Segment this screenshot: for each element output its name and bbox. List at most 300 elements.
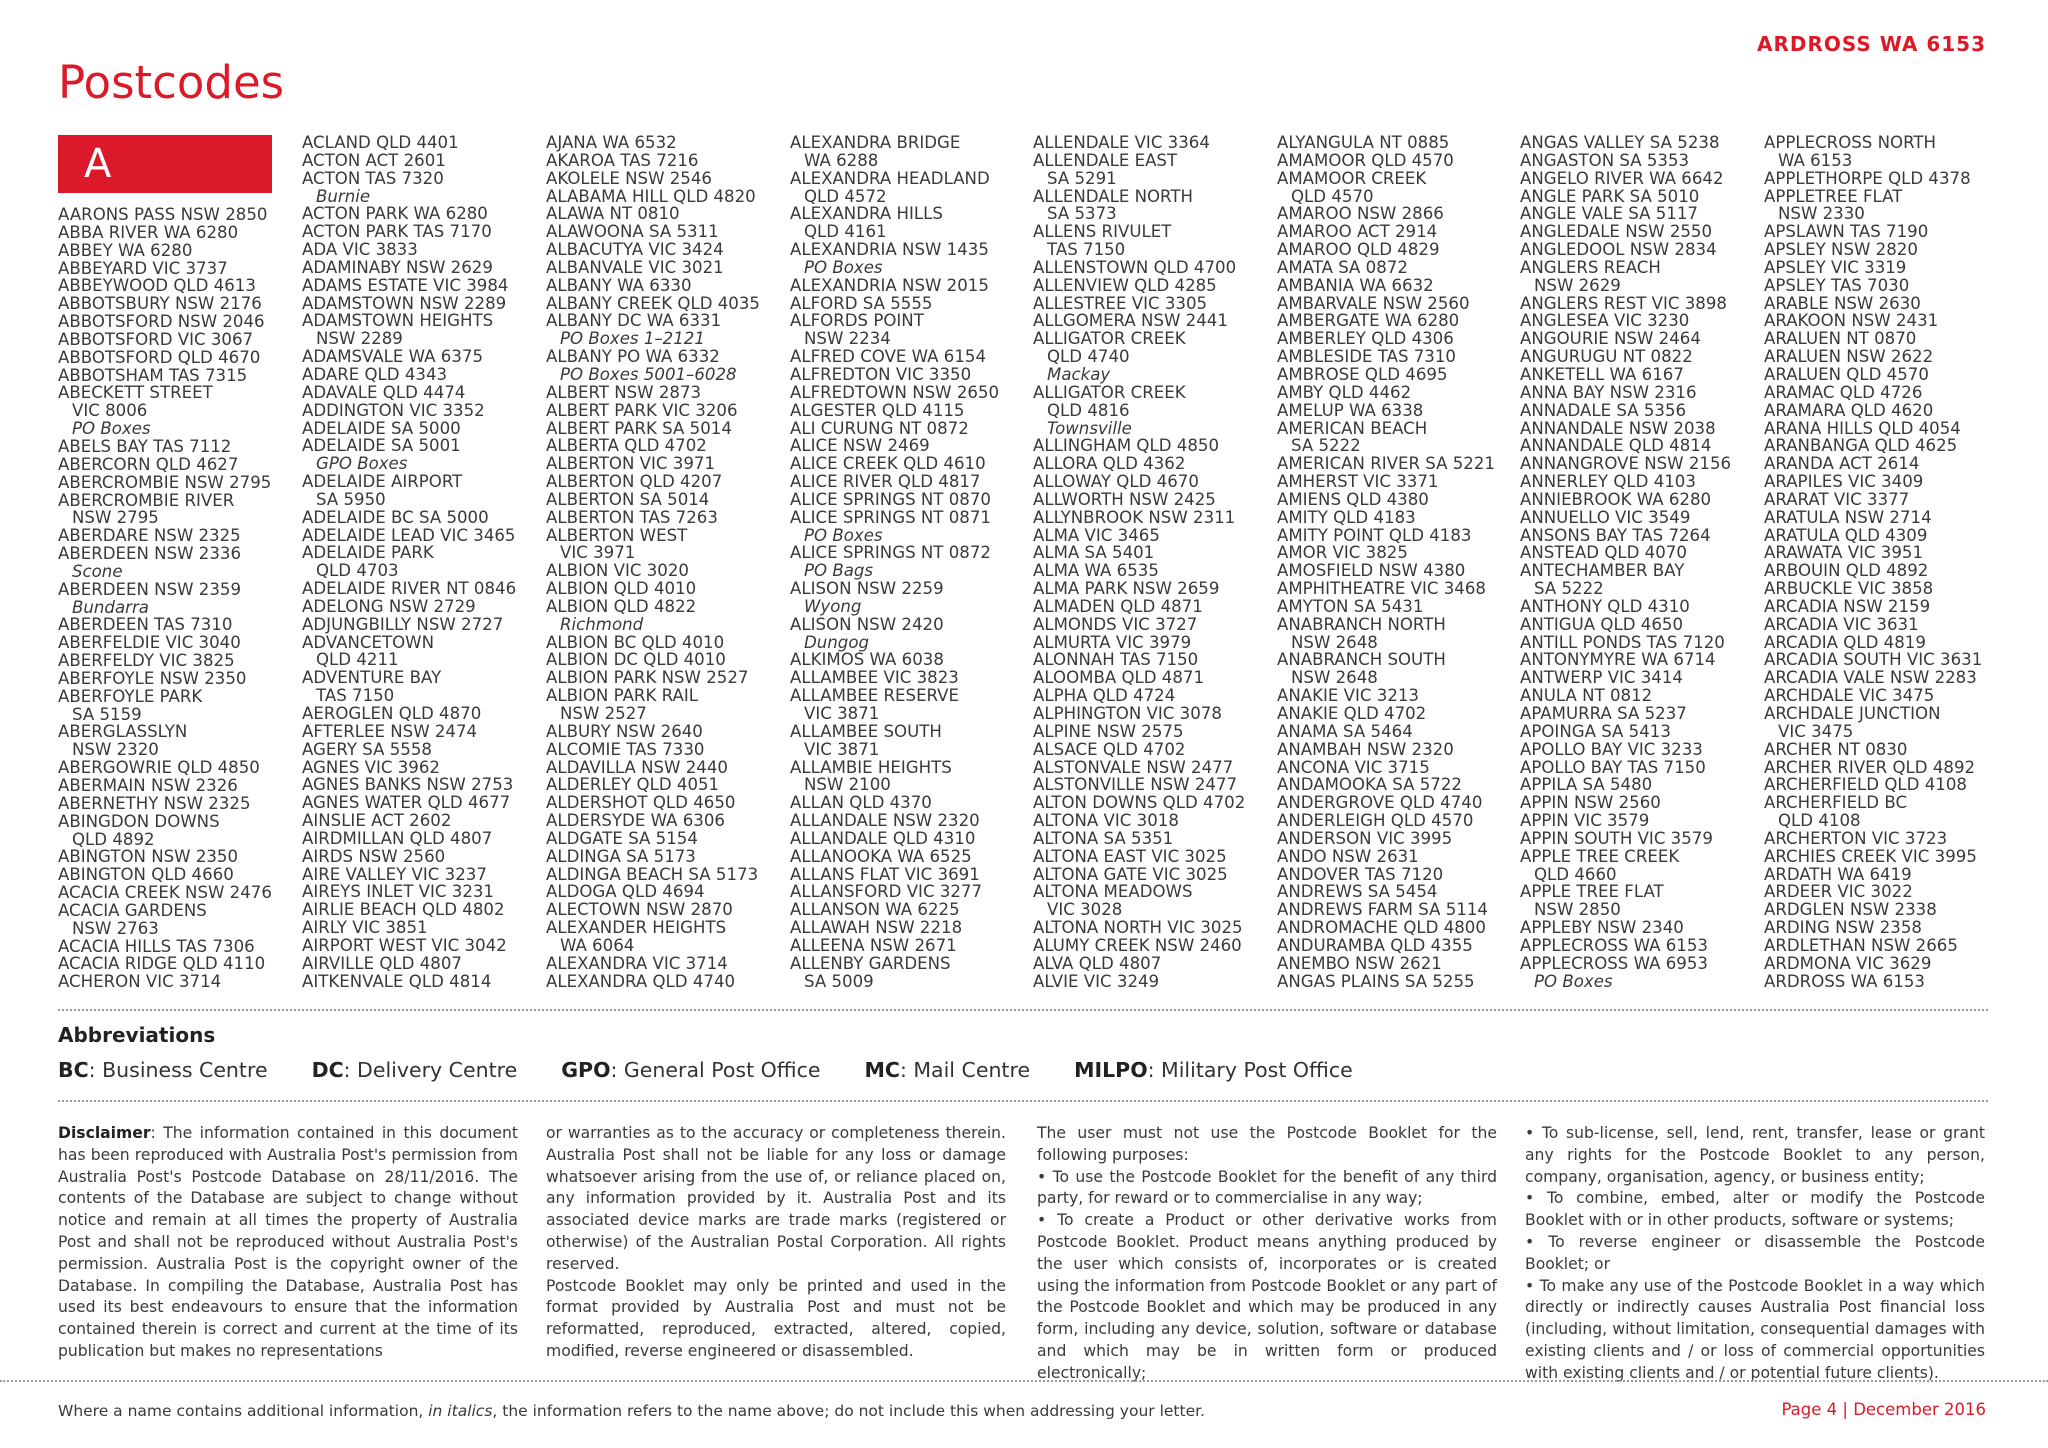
- postcode-entry: ALICE NSW 2469: [790, 436, 930, 456]
- postcode-entry: AMELUP WA 6338: [1277, 400, 1424, 420]
- disclaimer-paragraph: • To create a Product or other derivative works from Postcode Booklet. Product means anything produced by the user which consists of, incorporates or is created using the information from Postcode Booklet or any part of the Postcode Booklet and which may be produced in any form, including any device, solution, software or database and which may be in written form or produced electronically;: [1037, 1211, 1497, 1382]
- postcode-entry: ALDERLEY QLD 4051: [546, 775, 720, 795]
- postcode-entry: APSLAWN TAS 7190: [1764, 222, 1929, 242]
- postcode-entry: ARCADIA VIC 3631: [1764, 614, 1919, 634]
- postcode-entry: ALBANY CREEK QLD 4035: [546, 293, 760, 313]
- postcode-entry: ALPHINGTON VIC 3078: [1033, 704, 1222, 723]
- divider-middle: [58, 1100, 1988, 1102]
- postcode-entry: ADELAIDE BC SA 5000: [302, 507, 489, 527]
- disclaimer-column-1: [58, 1123, 518, 1363]
- postcode-entry: APPLEBY NSW 2340: [1520, 918, 1684, 938]
- postcode-entry: AMAROO QLD 4829: [1277, 240, 1440, 260]
- abbreviation-item: [312, 1058, 518, 1082]
- postcode-entry: AMOSFIELD NSW 4380: [1277, 561, 1466, 581]
- postcode-entry: AKAROA TAS 7216: [546, 150, 699, 170]
- abbreviation-code: GPO: [561, 1058, 611, 1082]
- postcode-entry: AIRDS NSW 2560: [302, 846, 446, 866]
- divider-top: [58, 1009, 1988, 1011]
- postcode-entry: ALBANY WA 6330: [546, 275, 692, 295]
- postcode-entry: ALBION QLD 4822: [546, 596, 697, 616]
- postcode-entry: APPLETHORPE QLD 4378: [1764, 168, 1971, 188]
- postcode-entry: SA 5222: [1291, 436, 1361, 456]
- postcode-entry: NSW 2763: [72, 918, 159, 938]
- postcode-entry: VIC 8006: [72, 401, 148, 421]
- postcode-entry: ALDINGA SA 5173: [546, 846, 696, 866]
- postcode-entry: AGNES WATER QLD 4677: [302, 793, 511, 813]
- section-letter-box: A: [58, 135, 272, 193]
- postcode-entry: AMAROO NSW 2866: [1277, 204, 1444, 224]
- postcode-entry: AARONS PASS NSW 2850: [58, 205, 268, 224]
- postcode-entry: ADAMSTOWN NSW 2289: [302, 293, 507, 313]
- postcode-entry: ANTIGUA QLD 4650: [1520, 614, 1684, 634]
- postcode-entry: AIREYS INLET VIC 3231: [302, 882, 494, 902]
- postcode-entry: ALSACE QLD 4702: [1033, 739, 1186, 759]
- abbreviations-row: [58, 1058, 1397, 1082]
- postcode-entry: ALMA PARK NSW 2659: [1033, 579, 1220, 599]
- postcode-entry: ABERCORN QLD 4627: [58, 454, 239, 474]
- postcode-entry: ARAWATA VIC 3951: [1764, 543, 1924, 563]
- disclaimer-text-2a: or warranties as to the accuracy or completeness therein. Australia Post shall not be liable for any loss or damage whatsoever arising from the use of, or reliance placed on, any information provided by it. Australia Post and its associated device marks are trade marks (registered or otherwise) of the Australian Postal Corporation. All rights reserved.: [546, 1124, 1006, 1273]
- postcode-entry: ANGELO RIVER WA 6642: [1520, 168, 1724, 188]
- postcode-column-7: [1520, 134, 1756, 991]
- locality-note: PO Boxes 5001–6028: [560, 364, 737, 384]
- postcode-entry: ALICE SPRINGS NT 0870: [790, 489, 991, 509]
- postcode-entry: ANAMA SA 5464: [1277, 721, 1413, 741]
- postcode-entry: ABBOTSFORD NSW 2046: [58, 312, 265, 332]
- postcode-entry: ANGLERS REACH: [1520, 257, 1661, 277]
- postcode-entry: AJANA WA 6532: [546, 133, 677, 152]
- postcode-entry: ALI CURUNG NT 0872: [790, 418, 969, 438]
- postcode-entry: AGERY SA 5558: [302, 739, 432, 759]
- postcode-entry: AMOR VIC 3825: [1277, 543, 1408, 563]
- postcode-entry: ALLANOOKA WA 6525: [790, 846, 972, 866]
- postcode-entry: ADAMSVALE WA 6375: [302, 347, 484, 367]
- postcode-entry: AMBLESIDE TAS 7310: [1277, 347, 1456, 367]
- postcode-entry: ALISON NSW 2259: [790, 579, 944, 599]
- postcode-entry: ANNUELLO VIC 3549: [1520, 507, 1691, 527]
- abbreviation-code: MILPO: [1074, 1058, 1148, 1082]
- postcode-entry: APSLEY VIC 3319: [1764, 257, 1907, 277]
- postcode-entry: AIRLIE BEACH QLD 4802: [302, 900, 505, 920]
- postcode-entry: VIC 3971: [560, 543, 636, 563]
- postcode-entry: SA 5950: [316, 489, 386, 509]
- postcode-entry: ALLINGHAM QLD 4850: [1033, 436, 1220, 456]
- postcode-entry: VIC 3871: [804, 739, 880, 759]
- postcode-entry: ALLANSFORD VIC 3277: [790, 882, 983, 902]
- postcode-entry: ACACIA HILLS TAS 7306: [58, 936, 255, 956]
- postcode-entry: ALAWA NT 0810: [546, 204, 680, 224]
- postcode-entry: ALPINE NSW 2575: [1033, 721, 1184, 741]
- postcode-column-6: [1277, 134, 1513, 991]
- postcode-entry: ALLANSON WA 6225: [790, 900, 960, 920]
- postcode-entry: WA 6153: [1778, 150, 1853, 170]
- locality-note: PO Boxes: [804, 257, 883, 277]
- postcode-entry: ANAKIE QLD 4702: [1277, 704, 1427, 723]
- postcode-entry: APOLLO BAY TAS 7150: [1520, 757, 1706, 777]
- postcode-entry: ABERFELDIE VIC 3040: [58, 633, 241, 653]
- locality-note: Burnie: [316, 186, 371, 206]
- postcode-entry: APPLE TREE FLAT: [1520, 882, 1664, 902]
- postcode-entry: ARCHERTON VIC 3723: [1764, 828, 1948, 848]
- postcode-entry: QLD 4572: [804, 186, 887, 206]
- postcode-entry: TAS 7150: [316, 686, 395, 706]
- postcode-entry: ARCHERFIELD BC: [1764, 793, 1908, 813]
- postcode-entry: ADAMS ESTATE VIC 3984: [302, 275, 509, 295]
- abbreviation-item: [864, 1058, 1030, 1082]
- postcode-entry: ALLWORTH NSW 2425: [1033, 489, 1216, 509]
- postcode-entry: ALPHA QLD 4724: [1033, 686, 1176, 706]
- postcode-entry: ANGLE VALE SA 5117: [1520, 204, 1698, 224]
- postcode-entry: ALBERT NSW 2873: [546, 382, 702, 402]
- postcode-entry: AMYTON SA 5431: [1277, 596, 1424, 616]
- disclaimer-paragraph: • To sub-license, sell, lend, rent, transfer, lease or grant any rights for the Postcode Booklet to any person, company, organisation, agency, or business entity;: [1525, 1124, 1985, 1186]
- postcode-entry: APPLECROSS WA 6153: [1520, 935, 1708, 955]
- postcode-entry: ARDEER VIC 3022: [1764, 882, 1913, 902]
- postcode-entry: ANKETELL WA 6167: [1520, 364, 1684, 384]
- postcode-entry: ARANA HILLS QLD 4054: [1764, 418, 1961, 438]
- postcode-entry: ANGURUGU NT 0822: [1520, 347, 1693, 367]
- postcode-entry: ADELAIDE SA 5001: [302, 436, 461, 456]
- postcode-entry: QLD 4570: [1291, 186, 1374, 206]
- postcode-entry: ABERGOWRIE QLD 4850: [58, 758, 260, 778]
- postcode-entry: ANGAS PLAINS SA 5255: [1277, 971, 1475, 991]
- postcode-entry: ANAKIE VIC 3213: [1277, 686, 1419, 706]
- postcode-column-8: [1764, 134, 2000, 991]
- postcode-entry: QLD 4703: [316, 561, 399, 581]
- postcode-entry: ALLGOMERA NSW 2441: [1033, 311, 1228, 331]
- postcode-entry: ANTECHAMBER BAY: [1520, 561, 1685, 581]
- abbreviation-meaning: : Military Post Office: [1147, 1058, 1353, 1082]
- postcode-entry: ANGOURIE NSW 2464: [1520, 329, 1701, 349]
- postcode-entry: ADJUNGBILLY NSW 2727: [302, 614, 504, 634]
- postcode-entry: ALLENDALE VIC 3364: [1033, 133, 1210, 152]
- disclaimer-column-4: [1525, 1123, 1985, 1385]
- disclaimer-paragraph: • To combine, embed, alter or modify the Postcode Booklet with or in other products, software or systems;: [1525, 1189, 1985, 1230]
- postcode-entry: ARCHDALE JUNCTION: [1764, 704, 1941, 723]
- postcode-entry: ALLEENA NSW 2671: [790, 935, 957, 955]
- postcode-entry: ABERMAIN NSW 2326: [58, 776, 238, 795]
- postcode-entry: ALBERTON VIC 3971: [546, 454, 716, 474]
- disclaimer-text-1: : The information contained in this document has been reproduced with Australia Post's permission from Australia Post's Postcode Database on 28/11/2016. The contents of the Database are subject to change without notice and remain at all times the property of Australia Post and shall not be reproduced without Australia Post's permission. Australia Post is the copyright owner of the Database. In compiling the Database, Australia Post has used its best endeavours to ensure that the information contained therein is correct and current at the time of its publication but makes no representations: [58, 1124, 518, 1360]
- postcode-entry: ALFREDTOWN NSW 2650: [790, 382, 1000, 402]
- postcode-entry: ARDLETHAN NSW 2665: [1764, 935, 1958, 955]
- postcode-entry: ARALUEN NT 0870: [1764, 329, 1917, 349]
- postcode-entry: APPIN VIC 3579: [1520, 811, 1650, 831]
- postcode-entry: NSW 2629: [1534, 275, 1621, 295]
- postcode-entry: AIRVILLE QLD 4807: [302, 953, 462, 973]
- postcode-entry: ABERDEEN NSW 2336: [58, 544, 242, 564]
- postcode-entry: QLD 4211: [316, 650, 399, 670]
- postcode-entry: AITKENVALE QLD 4814: [302, 971, 492, 991]
- postcode-entry: ALLANS FLAT VIC 3691: [790, 864, 980, 884]
- postcode-entry: ABERDARE NSW 2325: [58, 526, 241, 546]
- postcode-entry: VIC 3475: [1778, 721, 1854, 741]
- postcode-entry: ALLENVIEW QLD 4285: [1033, 275, 1217, 295]
- postcode-column-2: [302, 134, 538, 991]
- postcode-entry: ALEXANDRA HEADLAND: [790, 168, 990, 188]
- postcode-entry: NSW 2648: [1291, 632, 1378, 652]
- postcode-entry: ABERGLASSLYN: [58, 722, 188, 742]
- postcode-column-5: [1033, 134, 1269, 991]
- locality-note: Townsville: [1047, 418, 1132, 438]
- postcode-entry: ALICE SPRINGS NT 0871: [790, 507, 991, 527]
- postcode-entry: ARBOUIN QLD 4892: [1764, 561, 1929, 581]
- disclaimer-label: Disclaimer: [58, 1124, 151, 1142]
- locality-note: Scone: [72, 561, 123, 581]
- postcode-entry: ARATULA QLD 4309: [1764, 525, 1928, 545]
- postcode-entry: WA 6064: [560, 935, 635, 955]
- postcode-entry: ANGLERS REST VIC 3898: [1520, 293, 1727, 313]
- postcode-column-3: [546, 134, 782, 991]
- postcode-entry: QLD 4660: [1534, 864, 1617, 884]
- postcode-entry: ALFRED COVE WA 6154: [790, 347, 987, 367]
- postcode-entry: SA 5009: [804, 971, 874, 991]
- postcode-entry: ALTON DOWNS QLD 4702: [1033, 793, 1246, 813]
- postcode-entry: ANGASTON SA 5353: [1520, 150, 1690, 170]
- postcode-entry: AIRPORT WEST VIC 3042: [302, 935, 507, 955]
- postcode-entry: ACACIA RIDGE QLD 4110: [58, 954, 266, 974]
- abbreviation-meaning: : Delivery Centre: [343, 1058, 518, 1082]
- postcode-entry: ALLENDALE NORTH: [1033, 186, 1193, 206]
- postcode-column-4: [790, 134, 1026, 991]
- postcode-entry: ALBERT PARK VIC 3206: [546, 400, 738, 420]
- postcode-entry: TAS 7150: [1047, 240, 1126, 260]
- postcode-entry: ARABLE NSW 2630: [1764, 293, 1921, 313]
- postcode-entry: SA 5222: [1534, 579, 1604, 599]
- postcode-entry: ADVANCETOWN: [302, 632, 434, 652]
- postcode-entry: ABERFOYLE PARK: [58, 686, 203, 706]
- postcode-entry: ABBEYWOOD QLD 4613: [58, 276, 256, 296]
- postcode-entry: AMHERST VIC 3371: [1277, 472, 1439, 492]
- postcode-entry: ALLAN QLD 4370: [790, 793, 932, 813]
- postcode-entry: NSW 2850: [1534, 900, 1621, 920]
- postcode-entry: ARCADIA SOUTH VIC 3631: [1764, 650, 1983, 670]
- postcode-entry: ANULA NT 0812: [1520, 686, 1653, 706]
- disclaimer-paragraph: • To reverse engineer or disassemble the Postcode Booklet; or: [1525, 1232, 1985, 1273]
- postcode-entry: ALLIGATOR CREEK: [1033, 382, 1186, 402]
- postcode-entry: ALBANY DC WA 6331: [546, 311, 722, 331]
- postcode-entry: ANEMBO NSW 2621: [1277, 953, 1442, 973]
- postcode-entry: AMPHITHEATRE VIC 3468: [1277, 579, 1486, 599]
- postcode-entry: SA 5159: [72, 704, 142, 724]
- postcode-entry: ANTHONY QLD 4310: [1520, 596, 1690, 616]
- abbreviation-code: BC: [58, 1058, 89, 1082]
- postcode-entry: ADVENTURE BAY: [302, 668, 442, 688]
- postcode-entry: ANDREWS SA 5454: [1277, 882, 1438, 902]
- postcode-entry: NSW 2100: [804, 775, 891, 795]
- postcode-entry: ALLENS RIVULET: [1033, 222, 1172, 242]
- postcode-entry: ABECKETT STREET: [58, 383, 213, 403]
- postcode-entry: ALBERTA QLD 4702: [546, 436, 707, 456]
- postcode-entry: AMAROO ACT 2914: [1277, 222, 1438, 242]
- postcode-entry: ARCHER NT 0830: [1764, 739, 1908, 759]
- postcode-entry: ALBACUTYA VIC 3424: [546, 240, 724, 260]
- postcode-entry: AMAMOOR CREEK: [1277, 168, 1427, 188]
- postcode-entry: ACHERON VIC 3714: [58, 972, 222, 992]
- postcode-entry: ABBEY WA 6280: [58, 240, 193, 260]
- postcode-entry: ANDAMOOKA SA 5722: [1277, 775, 1462, 795]
- postcode-entry: ABINGTON QLD 4660: [58, 865, 234, 885]
- postcode-entry: ABELS BAY TAS 7112: [58, 436, 232, 456]
- postcode-entry: AFTERLEE NSW 2474: [302, 721, 478, 741]
- abbreviation-item: [561, 1058, 820, 1082]
- postcode-entry: ALISON NSW 2420: [790, 614, 944, 634]
- postcode-entry: ADAMSTOWN HEIGHTS: [302, 311, 494, 331]
- postcode-entry: AMERICAN BEACH: [1277, 418, 1428, 438]
- postcode-entry: ALLENBY GARDENS: [790, 953, 951, 973]
- postcode-entry: AMBY QLD 4462: [1277, 382, 1412, 402]
- postcode-entry: ALOOMBA QLD 4871: [1033, 668, 1205, 688]
- postcode-column-1: [58, 206, 294, 991]
- postcode-entry: ALLOWAY QLD 4670: [1033, 472, 1199, 492]
- postcode-entry: ARAMAC QLD 4726: [1764, 382, 1923, 402]
- postcode-entry: AMITY QLD 4183: [1277, 507, 1416, 527]
- postcode-entry: APPIN SOUTH VIC 3579: [1520, 828, 1713, 848]
- postcode-entry: ADARE QLD 4343: [302, 364, 448, 384]
- postcode-entry: ALLYNBROOK NSW 2311: [1033, 507, 1236, 527]
- postcode-entry: ALLENSTOWN QLD 4700: [1033, 257, 1237, 277]
- postcode-entry: ALMA SA 5401: [1033, 543, 1155, 563]
- postcode-entry: ALBERTON QLD 4207: [546, 472, 723, 492]
- postcode-entry: ALTONA NORTH VIC 3025: [1033, 918, 1243, 938]
- postcode-entry: ALBANVALE VIC 3021: [546, 257, 724, 277]
- postcode-entry: ADELAIDE AIRPORT: [302, 472, 463, 492]
- abbreviations-title: Abbreviations: [58, 1023, 216, 1047]
- postcode-entry: APPLE TREE CREEK: [1520, 846, 1680, 866]
- postcode-entry: ALBERTON SA 5014: [546, 489, 710, 509]
- postcode-entry: APOINGA SA 5413: [1520, 721, 1671, 741]
- postcode-entry: ARARAT VIC 3377: [1764, 489, 1910, 509]
- postcode-entry: QLD 4161: [804, 222, 887, 242]
- postcode-entry: ANDROMACHE QLD 4800: [1277, 918, 1486, 938]
- postcode-entry: ALUMY CREEK NSW 2460: [1033, 935, 1242, 955]
- postcode-entry: ALLORA QLD 4362: [1033, 454, 1186, 474]
- postcode-entry: ALEXANDRA HILLS: [790, 204, 943, 224]
- postcode-entry: SA 5373: [1047, 204, 1117, 224]
- postcode-entry: ABERFELDY VIC 3825: [58, 651, 235, 671]
- postcode-entry: APSLEY NSW 2820: [1764, 240, 1918, 260]
- postcode-entry: AMAMOOR QLD 4570: [1277, 150, 1454, 170]
- postcode-entry: ACTON ACT 2601: [302, 150, 446, 170]
- footer-note: [58, 1402, 1205, 1420]
- postcode-entry: ALLANDALE NSW 2320: [790, 811, 980, 831]
- postcode-entry: ALABAMA HILL QLD 4820: [546, 186, 756, 206]
- postcode-entry: ARANDA ACT 2614: [1764, 454, 1920, 474]
- postcode-entry: ALONNAH TAS 7150: [1033, 650, 1199, 670]
- abbreviation-code: DC: [311, 1058, 344, 1082]
- postcode-entry: ARCADIA VALE NSW 2283: [1764, 668, 1977, 688]
- postcode-entry: AINSLIE ACT 2602: [302, 811, 452, 831]
- postcode-entry: ACTON PARK WA 6280: [302, 204, 488, 224]
- abbreviation-meaning: : Mail Centre: [899, 1058, 1031, 1082]
- postcode-entry: VIC 3871: [804, 704, 880, 723]
- postcode-entry: ADAVALE QLD 4474: [302, 382, 466, 402]
- postcode-entry: ALLIGATOR CREEK: [1033, 329, 1186, 349]
- postcode-entry: NSW 2330: [1778, 204, 1865, 224]
- postcode-entry: SA 5291: [1047, 168, 1117, 188]
- postcode-entry: ALVA QLD 4807: [1033, 953, 1162, 973]
- disclaimer-text-2b: Postcode Booklet may only be printed and used in the format provided by Australia Post and must not be reformatted, reproduced, extracted, altered, copied, modified, reverse engineered or disassembled.: [546, 1276, 1006, 1360]
- postcode-entry: ALTONA GATE VIC 3025: [1033, 864, 1228, 884]
- postcode-entry: QLD 4816: [1047, 400, 1130, 420]
- postcode-entry: ABINGDON DOWNS: [58, 811, 220, 831]
- postcode-entry: ARAPILES VIC 3409: [1764, 472, 1924, 492]
- postcode-entry: ARDROSS WA 6153: [1764, 971, 1925, 991]
- postcode-entry: ABBEYARD VIC 3737: [58, 258, 228, 278]
- postcode-entry: ANDREWS FARM SA 5114: [1277, 900, 1488, 920]
- divider-bottom: [0, 1380, 2048, 1382]
- postcode-entry: AMBROSE QLD 4695: [1277, 364, 1448, 384]
- postcode-entry: ALLESTREE VIC 3305: [1033, 293, 1208, 313]
- postcode-entry: ALMA VIC 3465: [1033, 525, 1160, 545]
- postcode-entry: AIRLY VIC 3851: [302, 918, 428, 938]
- postcode-entry: ADELAIDE SA 5000: [302, 418, 461, 438]
- postcode-entry: ANTONYMYRE WA 6714: [1520, 650, 1716, 670]
- postcode-entry: AMBARVALE NSW 2560: [1277, 293, 1470, 313]
- postcode-entry: ANGLE PARK SA 5010: [1520, 186, 1700, 206]
- abbreviation-meaning: : Business Centre: [88, 1058, 268, 1082]
- page-number: Page 4 | December 2016: [1781, 1400, 1986, 1419]
- postcode-entry: ARAKOON NSW 2431: [1764, 311, 1939, 331]
- postcode-entry: ALBURY NSW 2640: [546, 721, 703, 741]
- postcode-entry: ANNANDALE QLD 4814: [1520, 436, 1712, 456]
- postcode-entry: NSW 2320: [72, 740, 159, 760]
- postcode-entry: ALECTOWN NSW 2870: [546, 900, 733, 920]
- postcode-entry: ALAWOONA SA 5311: [546, 222, 719, 242]
- disclaimer-column-2: [546, 1123, 1006, 1363]
- locality-note: Mackay: [1047, 364, 1111, 384]
- postcode-entry: QLD 4108: [1778, 811, 1861, 831]
- postcode-entry: ABBOTSHAM TAS 7315: [58, 365, 248, 385]
- postcode-entry: ALFORD SA 5555: [790, 293, 933, 313]
- postcode-entry: ALBERTON WEST: [546, 525, 688, 545]
- postcode-entry: ABBOTSFORD VIC 3067: [58, 329, 254, 349]
- locality-note: Dungog: [804, 632, 870, 652]
- postcode-entry: ALYANGULA NT 0885: [1277, 133, 1450, 152]
- postcode-entry: QLD 4892: [72, 829, 155, 849]
- postcode-entry: ABBA RIVER WA 6280: [58, 222, 239, 242]
- postcode-entry: ALSTONVILLE NSW 2477: [1033, 775, 1238, 795]
- postcode-entry: ALEXANDRIA NSW 1435: [790, 240, 989, 260]
- postcode-entry: NSW 2795: [72, 508, 159, 528]
- postcode-entry: ALBION QLD 4010: [546, 579, 697, 599]
- postcode-entry: ANDERSON VIC 3995: [1277, 828, 1453, 848]
- page-title: Postcodes: [58, 56, 285, 109]
- postcode-entry: ALTONA VIC 3018: [1033, 811, 1179, 831]
- postcode-entry: ARDMONA VIC 3629: [1764, 953, 1932, 973]
- postcode-entry: ALMA WA 6535: [1033, 561, 1159, 581]
- postcode-entry: AMITY POINT QLD 4183: [1277, 525, 1472, 545]
- postcode-entry: ANTILL PONDS TAS 7120: [1520, 632, 1725, 652]
- postcode-entry: ALBANY PO WA 6332: [546, 347, 720, 367]
- postcode-entry: AIRDMILLAN QLD 4807: [302, 828, 493, 848]
- postcode-entry: ANDOVER TAS 7120: [1277, 864, 1444, 884]
- postcode-entry: ALLAMBEE SOUTH: [790, 721, 942, 741]
- postcode-entry: ADELAIDE RIVER NT 0846: [302, 579, 517, 599]
- postcode-entry: ALCOMIE TAS 7330: [546, 739, 705, 759]
- postcode-entry: ANDURAMBA QLD 4355: [1277, 935, 1473, 955]
- postcode-entry: AEROGLEN QLD 4870: [302, 704, 482, 723]
- postcode-entry: ALLAWAH NSW 2218: [790, 918, 963, 938]
- postcode-entry: ALLENDALE EAST: [1033, 150, 1178, 170]
- postcode-entry: ALBION VIC 3020: [546, 561, 689, 581]
- postcode-entry: ABERNETHY NSW 2325: [58, 793, 251, 813]
- postcode-entry: ABERCROMBIE RIVER: [58, 490, 235, 510]
- postcode-entry: APPLETREE FLAT: [1764, 186, 1903, 206]
- postcode-entry: ARALUEN NSW 2622: [1764, 347, 1934, 367]
- postcode-entry: ANDERGROVE QLD 4740: [1277, 793, 1483, 813]
- postcode-entry: ALEXANDRA BRIDGE: [790, 133, 961, 152]
